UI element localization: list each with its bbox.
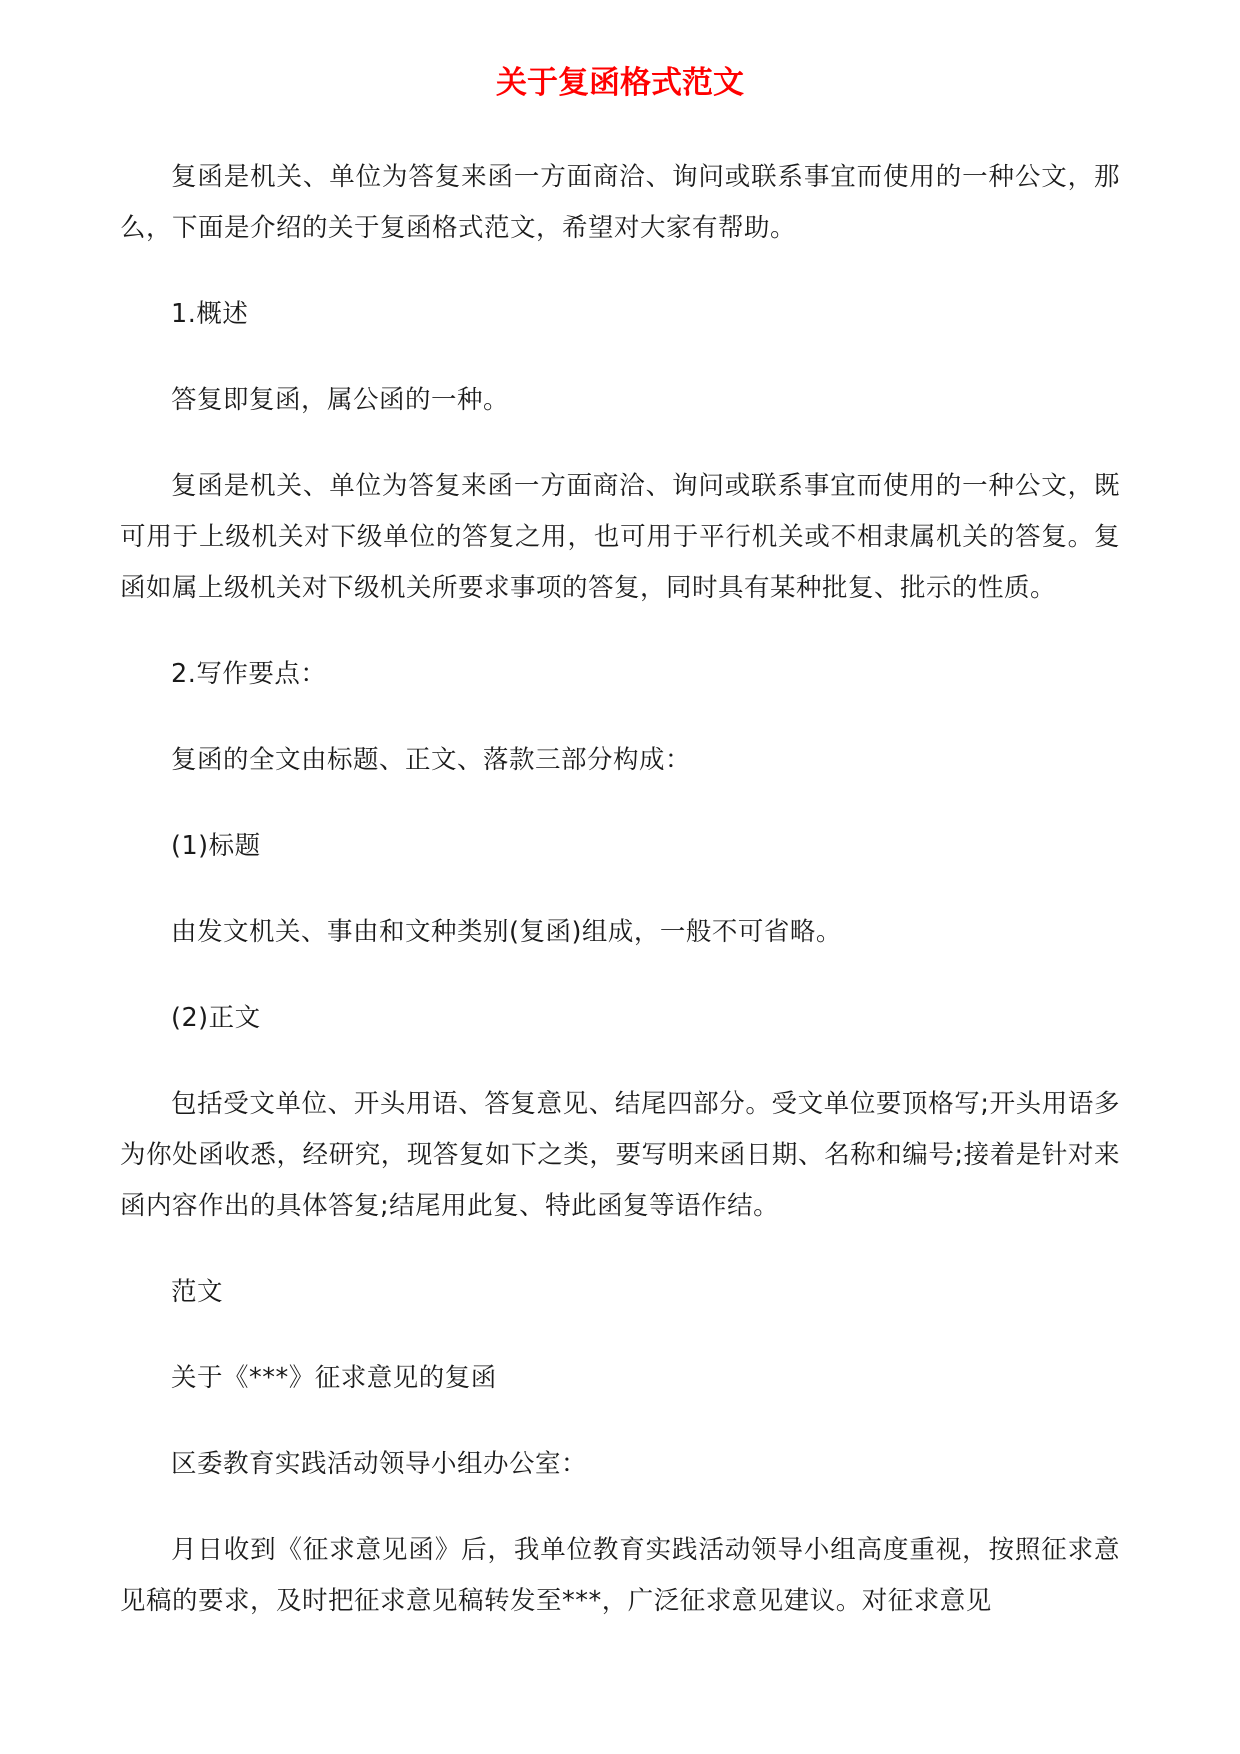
heading-sample: 范文 (171, 1277, 224, 1307)
paragraph-definition: 答复即复函，属公函的一种。 (171, 385, 510, 415)
document-body (120, 152, 1120, 1662)
heading-overview: 1.概述 (171, 299, 249, 329)
heading-writing-points: 2.写作要点： (171, 659, 327, 689)
paragraph-body-composition: 包括受文单位、开头用语、答复意见、结尾四部分。受文单位要顶格写;开头用语多为你处函收悉，经研究，现答复如下之类，要写明来函日期、名称和编号;接着是针对来函内容作出的具体答复;结尾用此复、特此函复等语作结。 (120, 1089, 1120, 1221)
paragraph-intro: 复函是机关、单位为答复来函一方面商洽、询问或联系事宜而使用的一种公文，那么，下面是介绍的关于复函格式范文，希望对大家有帮助。 (120, 162, 1120, 243)
paragraph-structure: 复函的全文由标题、正文、落款三部分构成： (171, 745, 692, 775)
sample-letter-body: 月日收到《征求意见函》后，我单位教育实践活动领导小组高度重视，按照征求意见稿的要求，及时把征求意见稿转发至***，广泛征求意见建议。对征求意见 (120, 1535, 1120, 1616)
paragraph-title-composition: 由发文机关、事由和文种类别(复函)组成，一般不可省略。 (171, 917, 842, 947)
sample-letter-title: 关于《***》征求意见的复函 (171, 1363, 497, 1393)
heading-body-section: (2)正文 (171, 1003, 261, 1033)
heading-title-section: (1)标题 (171, 831, 261, 861)
paragraph-usage: 复函是机关、单位为答复来函一方面商洽、询问或联系事宜而使用的一种公文，既可用于上级机关对下级单位的答复之用，也可用于平行机关或不相隶属机关的答复。复函如属上级机关对下级机关所要求事项的答复，同时具有某种批复、批示的性质。 (120, 471, 1120, 603)
sample-recipient: 区委教育实践活动领导小组办公室： (171, 1449, 588, 1479)
document-title: 关于复函格式范文 (496, 65, 744, 101)
